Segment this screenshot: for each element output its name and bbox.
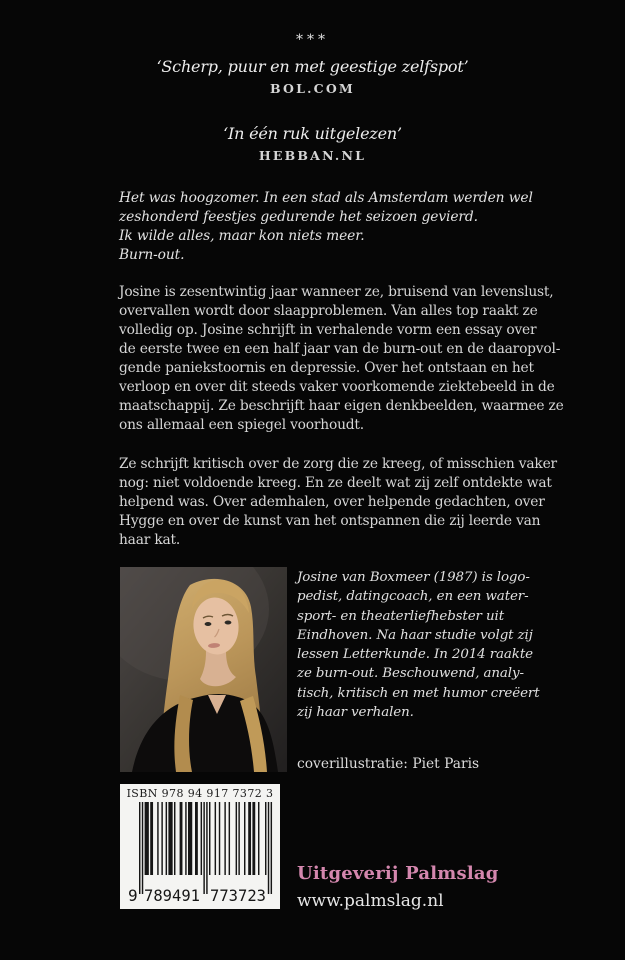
review-source-2: HEBBAN.NL	[258, 148, 367, 163]
synopsis-paragraph-1: Josine is zesentwintig jaar wanneer ze, bruisend van levenslust, overvallen wordt door slaapproblemen. Van alles top raakt ze volledig op. Josine schrijft in verhalende vorm een essay over de eerste twee en een half jaar van de burn-out en de daaropvol- gende paniekstoornis en depressie. Over het ontstaan en het verloop en over dit steeds vaker voorkomende ziektebeeld in de maatschappij. Ze beschrijft haar eigen denkbeelden, waarmee ze ons allemaal een spiegel voorhoudt.	[119, 284, 564, 433]
svg-text:789491: 789491	[144, 886, 200, 904]
review-stars: ***	[296, 32, 329, 48]
review-accolades	[0, 32, 625, 163]
author-bio: Josine van Boxmeer (1987) is logo- pedist, datingcoach, en een water- sport- en theaterliefhebster uit Eindhoven. Na haar studie volgt zij lessen Letterkunde. In 2014 raakte ze burn-out. Beschouwend, analy- tisch, kritisch en met humor creëert zij haar verhalen.	[297, 570, 540, 721]
publisher-website: www.palmslag.nl	[297, 891, 444, 911]
ean-barcode	[126, 802, 274, 904]
cover-illustration-credit: coverillustratie: Piet Paris	[297, 756, 480, 772]
barcode-box	[120, 784, 280, 909]
review-quote-block-1	[0, 56, 625, 96]
synopsis-paragraph-2: Ze schrijft kritisch over de zorg die ze kreeg, of misschien vaker nog: niet voldoende kreeg. En ze deelt wat zij zelf ontdekte wat helpend was. Over ademhalen, over helpende gedachten, over Hygge en over de kunst van het ontspannen die zij leerde van haar kat.	[119, 456, 557, 548]
review-source-1: BOL.COM	[270, 81, 355, 96]
review-quote-2: ‘In één ruk uitgelezen’	[223, 124, 402, 143]
publisher-name: Uitgeverij Palmslag	[297, 863, 499, 884]
author-portrait-photo	[120, 567, 287, 772]
review-quote-block-2	[0, 123, 625, 163]
review-quote-1: ‘Scherp, puur en met geestige zelfspot’	[156, 57, 469, 76]
intro-excerpt: Het was hoogzomer. In een stad als Amsterdam werden wel zeshonderd feestjes gedurende het seizoen gevierd. Ik wilde alles, maar kon niets meer. Burn-out.	[119, 190, 533, 263]
isbn-label: ISBN 978 94 917 7372 3	[126, 787, 274, 800]
svg-text:773723: 773723	[210, 886, 266, 904]
svg-text:9: 9	[128, 886, 138, 904]
